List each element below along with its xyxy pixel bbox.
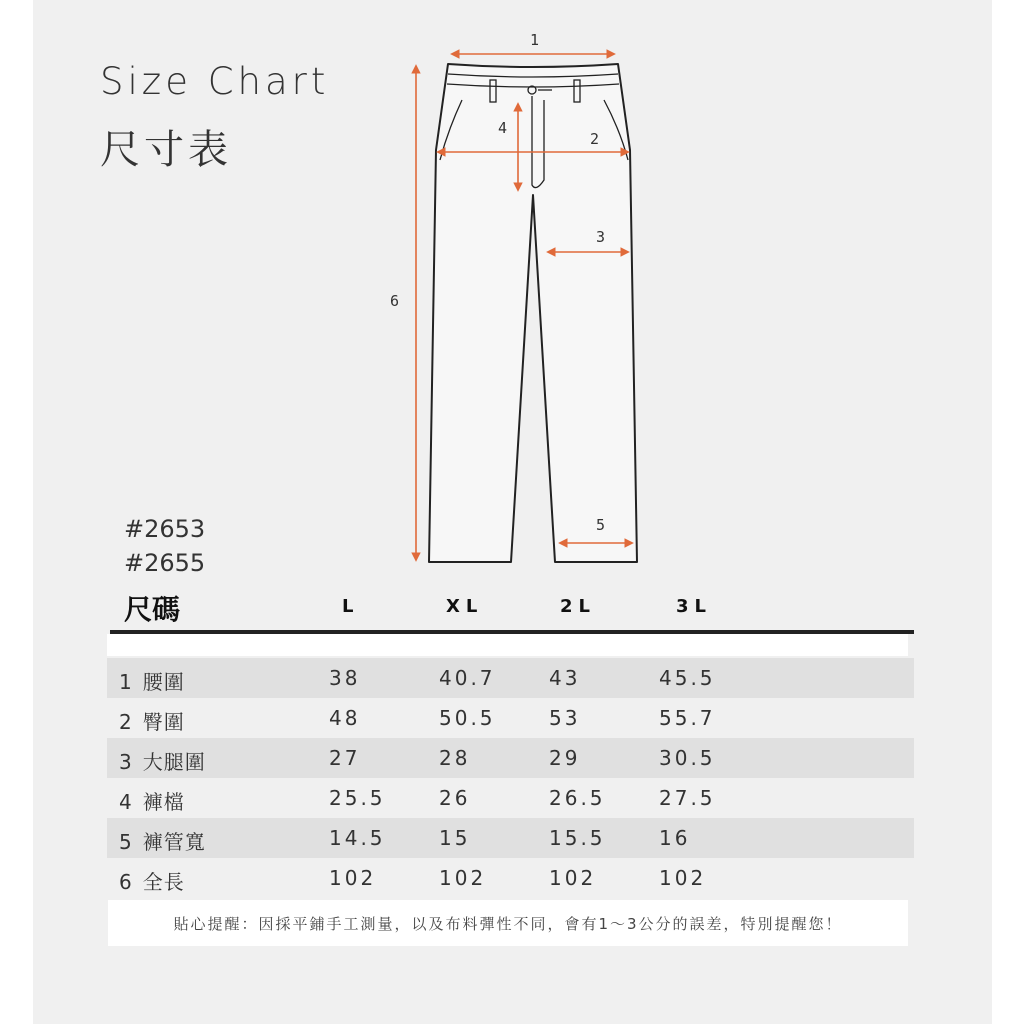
cell-value: 27.5	[659, 786, 716, 810]
product-code: #2655	[124, 549, 206, 577]
table-row	[107, 698, 914, 738]
table-row	[107, 658, 914, 698]
cell-value: 16	[659, 826, 691, 850]
row-name: 臀圍	[142, 710, 185, 734]
cell-value: 14.5	[329, 826, 386, 850]
cell-value: 28	[439, 746, 471, 770]
cell-value: 15.5	[549, 826, 606, 850]
cell-value: 15	[439, 826, 471, 850]
table-row	[107, 738, 914, 778]
size-table-body	[107, 658, 914, 898]
cell-value: 29	[549, 746, 581, 770]
row-name: 全長	[142, 870, 185, 894]
row-number: 6	[119, 870, 133, 894]
label-6: 6	[390, 292, 400, 310]
cell-value: 102	[439, 866, 487, 890]
cell-value: 48	[329, 706, 361, 730]
cell-value: 26	[439, 786, 471, 810]
cell-value: 38	[329, 666, 361, 690]
cell-value: 102	[329, 866, 377, 890]
cell-value: 27	[329, 746, 361, 770]
table-row	[107, 818, 914, 858]
row-number: 4	[119, 790, 133, 814]
row-name: 褲檔	[142, 790, 185, 814]
label-5: 5	[596, 516, 606, 534]
cell-value: 102	[549, 866, 597, 890]
cell-value: 43	[549, 666, 581, 690]
title-chinese: 尺寸表	[100, 127, 232, 173]
table-row	[107, 778, 914, 818]
cell-value: 30.5	[659, 746, 716, 770]
row-number: 5	[119, 830, 133, 854]
cell-value: 40.7	[439, 666, 496, 690]
row-number: 3	[119, 750, 133, 774]
column-header: XL	[446, 596, 484, 617]
label-4: 4	[498, 119, 508, 137]
cell-value: 26.5	[549, 786, 606, 810]
label-1: 1	[530, 31, 540, 49]
row-number: 1	[119, 670, 133, 694]
product-code: #2653	[124, 515, 206, 543]
row-name: 大腿圍	[142, 750, 206, 774]
column-header: L	[342, 596, 360, 617]
cell-value: 25.5	[329, 786, 386, 810]
column-header: 2L	[560, 596, 596, 617]
row-name: 褲管寬	[142, 830, 206, 854]
cell-value: 102	[659, 866, 707, 890]
cell-value: 53	[549, 706, 581, 730]
cell-value: 50.5	[439, 706, 496, 730]
title-english: Size Chart	[100, 60, 330, 103]
cell-value: 55.7	[659, 706, 716, 730]
row-number: 2	[119, 710, 133, 734]
size-label: 尺碼	[124, 593, 181, 626]
table-header	[110, 588, 914, 630]
measurement-note: 貼心提醒：因採平鋪手工測量，以及布料彈性不同，會有1～3公分的誤差，特別提醒您！	[108, 900, 908, 946]
pants-outline	[429, 64, 637, 562]
label-3: 3	[596, 228, 606, 246]
label-2: 2	[590, 130, 600, 148]
header-spacer	[107, 634, 908, 656]
column-header: 3L	[676, 596, 712, 617]
row-name: 腰圍	[142, 670, 185, 694]
cell-value: 45.5	[659, 666, 716, 690]
table-row	[107, 858, 914, 898]
